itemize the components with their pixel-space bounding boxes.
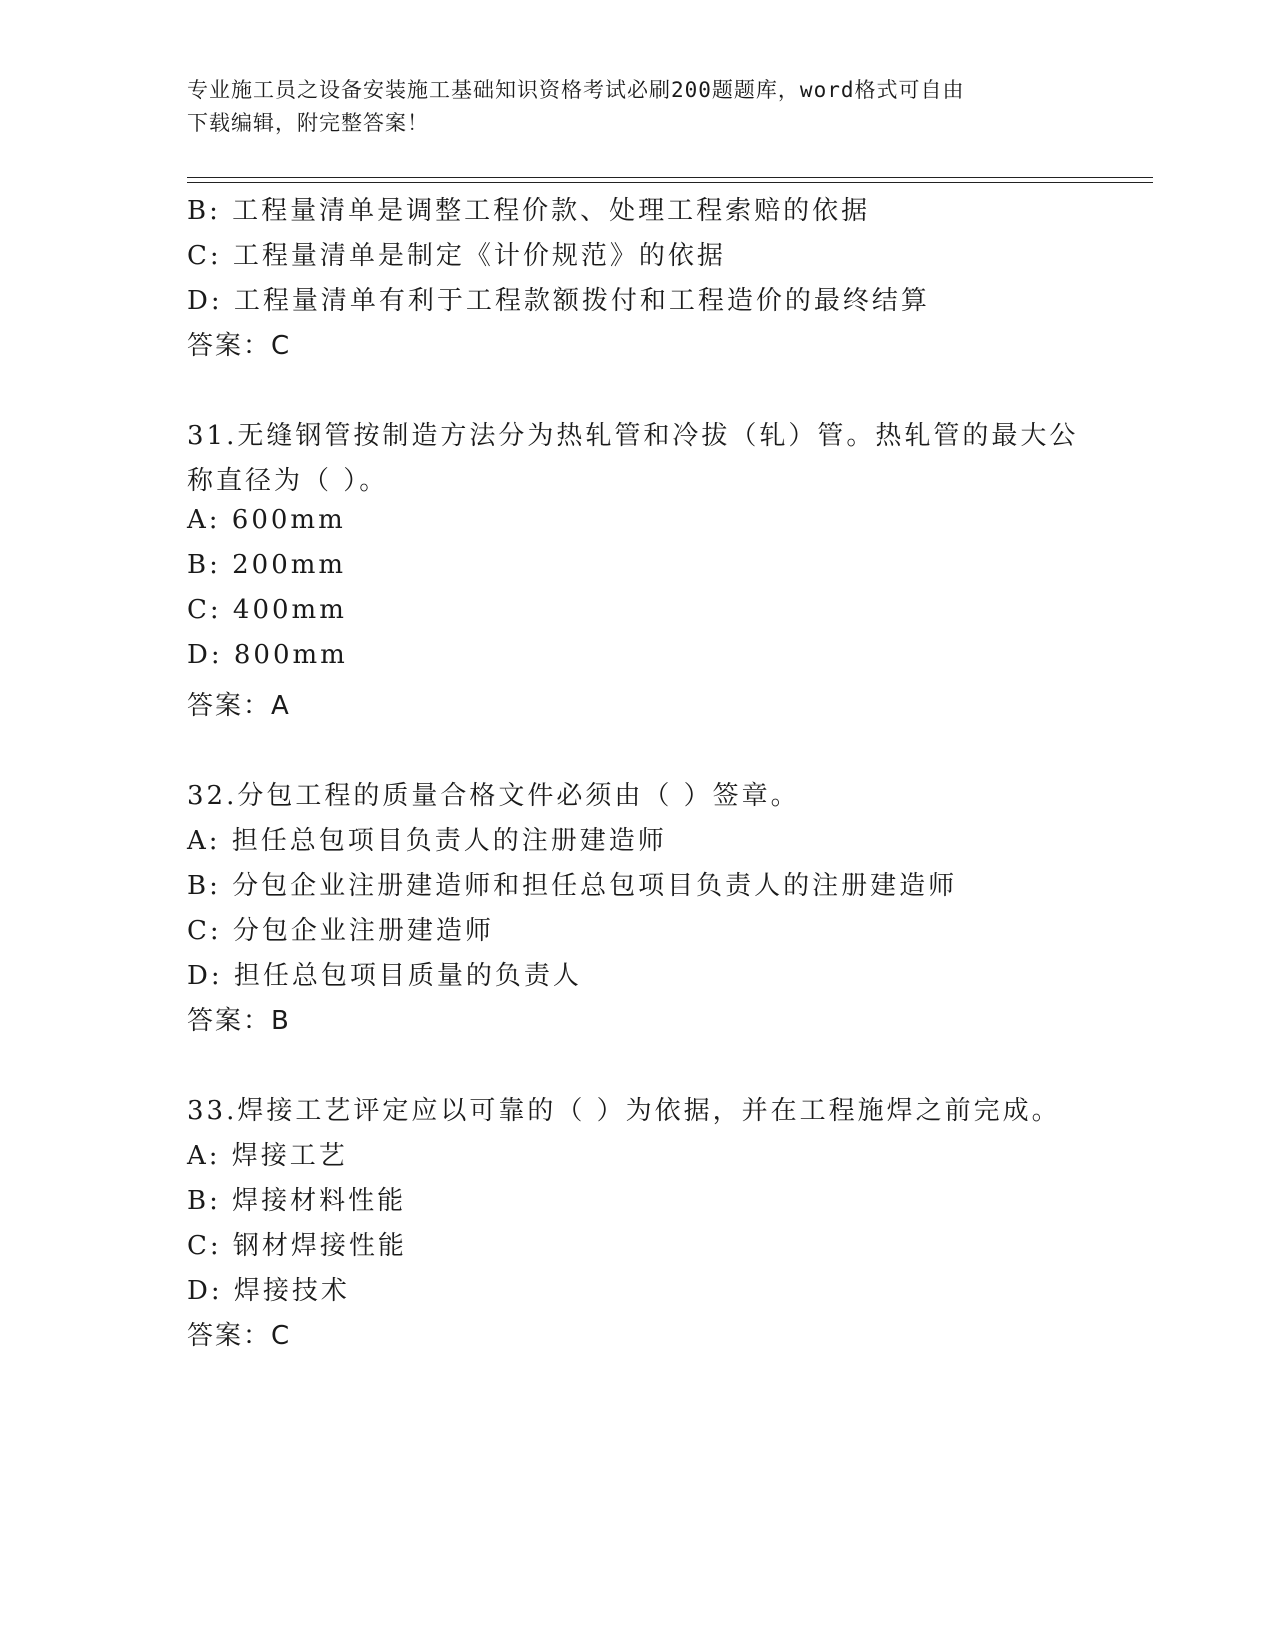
option-b: B: 工程量清单是调整工程价款、处理工程索赔的依据: [187, 196, 871, 226]
question-stem: 33.焊接工艺评定应以可靠的（ ）为依据，并在工程施焊之前完成。: [187, 1096, 1061, 1126]
option-d: D: 800mm: [187, 640, 348, 670]
option-c: C: 400mm: [187, 595, 347, 625]
option-d: D: 工程量清单有利于工程款额拨付和工程造价的最终结算: [187, 286, 930, 316]
page-header: [187, 74, 1067, 140]
option-a: A: 焊接工艺: [187, 1141, 348, 1171]
header-line-2: 下载编辑，附完整答案！: [187, 111, 429, 135]
option-c: C: 钢材焊接性能: [187, 1231, 407, 1261]
option-b: B: 焊接材料性能: [187, 1186, 407, 1216]
question-stem: 31.无缝钢管按制造方法分为热轧管和冷拔（轧）管。热轧管的最大公: [187, 421, 1079, 451]
option-a: A: 担任总包项目负责人的注册建造师: [187, 826, 667, 856]
answer: 答案：C: [187, 331, 292, 361]
answer: 答案：A: [187, 691, 291, 721]
option-b: B: 分包企业注册建造师和担任总包项目负责人的注册建造师: [187, 871, 958, 901]
option-d: D: 担任总包项目质量的负责人: [187, 961, 582, 991]
header-divider-top: [187, 177, 1153, 178]
question-stem: 32.分包工程的质量合格文件必须由（ ）签章。: [187, 781, 800, 811]
header-divider-bottom: [187, 182, 1153, 183]
option-b: B: 200mm: [187, 550, 347, 580]
option-c: C: 工程量清单是制定《计价规范》的依据: [187, 241, 726, 271]
header-line-1: 专业施工员之设备安装施工基础知识资格考试必刷200题题库，word格式可自由: [187, 78, 965, 102]
option-c: C: 分包企业注册建造师: [187, 916, 494, 946]
question-stem-cont: 称直径为（ ）。: [187, 466, 389, 496]
option-a: A: 600mm: [187, 505, 346, 535]
answer: 答案：B: [187, 1006, 291, 1036]
option-d: D: 焊接技术: [187, 1276, 350, 1306]
answer: 答案：C: [187, 1321, 292, 1351]
